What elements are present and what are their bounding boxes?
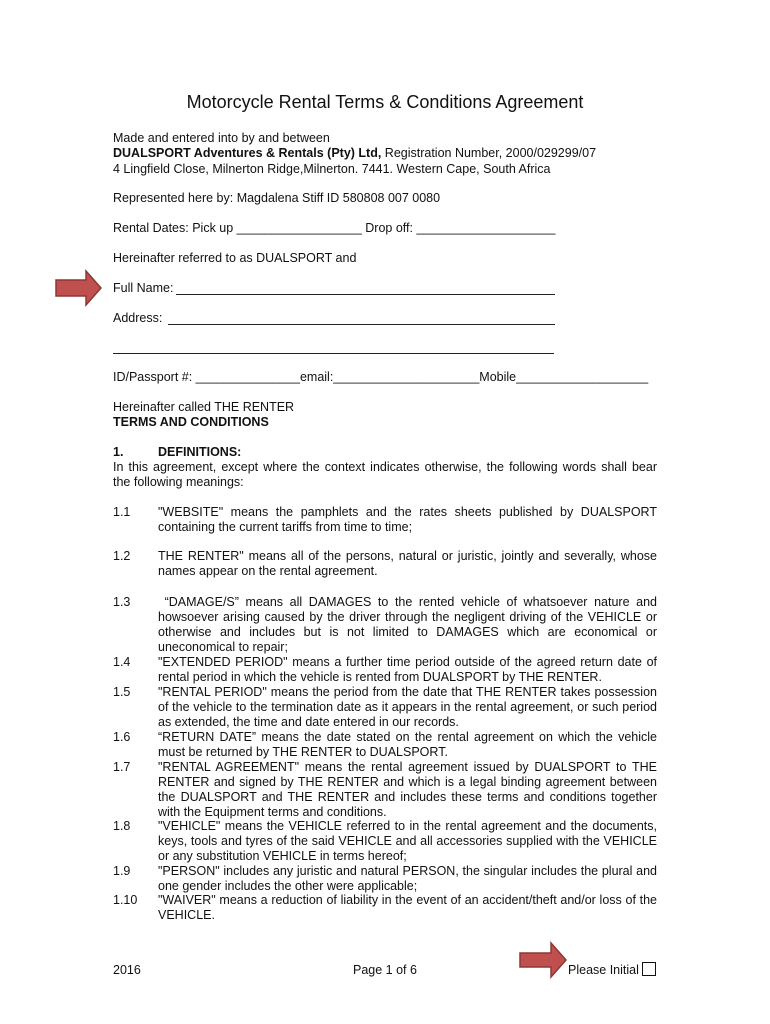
definition-number: 1.4 [113, 655, 131, 669]
definition-number: 1.7 [113, 760, 131, 774]
arrow-right-icon [52, 268, 104, 308]
definition-text: “RETURN DATE” means the date stated on the rental agreement on which the vehicle must be returned by THE RENTER to DUALSPORT. [158, 730, 657, 759]
please-initial [568, 962, 656, 977]
rental-dates-field[interactable]: Rental Dates: Pick up __________________ Drop off: ____________________ [113, 221, 556, 235]
company-address: 4 Lingfield Close, Milnerton Ridge,Milnerton. 7441. Western Cape, South Africa [113, 162, 551, 176]
definition-text: "RENTAL AGREEMENT" means the rental agreement issued by DUALSPORT to THE RENTER and signed by THE RENTER and which is a legal binding agreement between the DUALSPORT and THE RENTER and includes these terms and conditions together with the Equipment terms and conditions. [158, 760, 657, 819]
definitions-heading: DEFINITIONS: [158, 445, 242, 459]
full-name-input-line[interactable] [176, 294, 555, 295]
definition-number: 1.1 [113, 505, 131, 519]
definition-number: 1.8 [113, 819, 131, 833]
hereinafter-renter: Hereinafter called THE RENTER [113, 400, 295, 414]
please-initial-label: Please Initial [568, 963, 639, 977]
definitions-intro: In this agreement, except where the context indicates otherwise, the following words shall bear the following meanings: [113, 460, 657, 489]
definitions-number: 1. [113, 445, 124, 459]
represented-by: Represented here by: Magdalena Stiff ID 580808 007 0080 [113, 191, 441, 205]
page-title: Motorcycle Rental Terms & Conditions Agreement [186, 92, 584, 112]
address-input-line[interactable] [168, 324, 555, 325]
definition-text: "WEBSITE" means the pamphlets and the rates sheets published by DUALSPORT containing the current tariffs from time to time; [158, 505, 657, 534]
definition-number: 1.6 [113, 730, 131, 744]
definition-text: "VEHICLE" means the VEHICLE referred to in the rental agreement and the documents, keys, tools and tyres of the said VEHICLE and all accessories supplied with the VEHICLE or any substitution VEHICLE in terms hereof; [158, 819, 657, 863]
company-name: DUALSPORT Adventures & Rentals (Pty) Ltd, [113, 146, 382, 160]
registration-number: Registration Number, 2000/029299/07 [381, 146, 597, 160]
intro-line: Made and entered into by and between [113, 131, 330, 145]
address-input-line-2[interactable] [113, 353, 554, 354]
definition-number: 1.10 [113, 893, 138, 907]
definition-number: 1.9 [113, 864, 131, 878]
definition-text: "RENTAL PERIOD" means the period from the date that THE RENTER takes possession of the vehicle to the termination date as it appears in the rental agreement, or such period as extended, the time and date entered in our records. [158, 685, 657, 729]
full-name-label: Full Name: [113, 281, 174, 295]
hereinafter-dualsport: Hereinafter referred to as DUALSPORT and [113, 251, 357, 265]
arrow-shape [520, 943, 566, 977]
footer-year: 2016 [113, 963, 141, 977]
address-label: Address: [113, 311, 163, 325]
definition-text: "WAIVER" means a reduction of liability in the event of an accident/theft and/or loss of the VEHICLE. [158, 893, 657, 922]
definition-text: THE RENTER" means all of the persons, natural or juristic, jointly and severally, whose names appear on the rental agreement. [158, 549, 657, 578]
company-line [113, 146, 596, 161]
definition-text: “DAMAGE/S” means all DAMAGES to the rented vehicle of whatsoever nature and howsoever arising caused by the driver through the negligent driving of the VEHICLE or otherwise and includes but is not limited to DAMAGES which are economical or uneconomical to repair; [158, 595, 657, 654]
definition-text: "EXTENDED PERIOD" means a further time period outside of the agreed return date of rental period in which the vehicle is rented from DUALSPORT by THE RENTER. [158, 655, 657, 684]
id-passport-email-mobile-field[interactable]: ID/Passport #: _______________email:_____________________Mobile___________________ [113, 370, 649, 384]
definition-number: 1.5 [113, 685, 131, 699]
definition-text: "PERSON" includes any juristic and natural PERSON, the singular includes the plural and one gender includes the other were applicable; [158, 864, 657, 893]
definition-number: 1.3 [113, 595, 131, 609]
arrow-right-icon [517, 940, 569, 980]
terms-heading: TERMS AND CONDITIONS [113, 415, 269, 429]
definition-number: 1.2 [113, 549, 131, 563]
initial-checkbox[interactable] [642, 962, 656, 976]
arrow-shape [56, 271, 101, 305]
footer-page-number: Page 1 of 6 [353, 963, 417, 977]
